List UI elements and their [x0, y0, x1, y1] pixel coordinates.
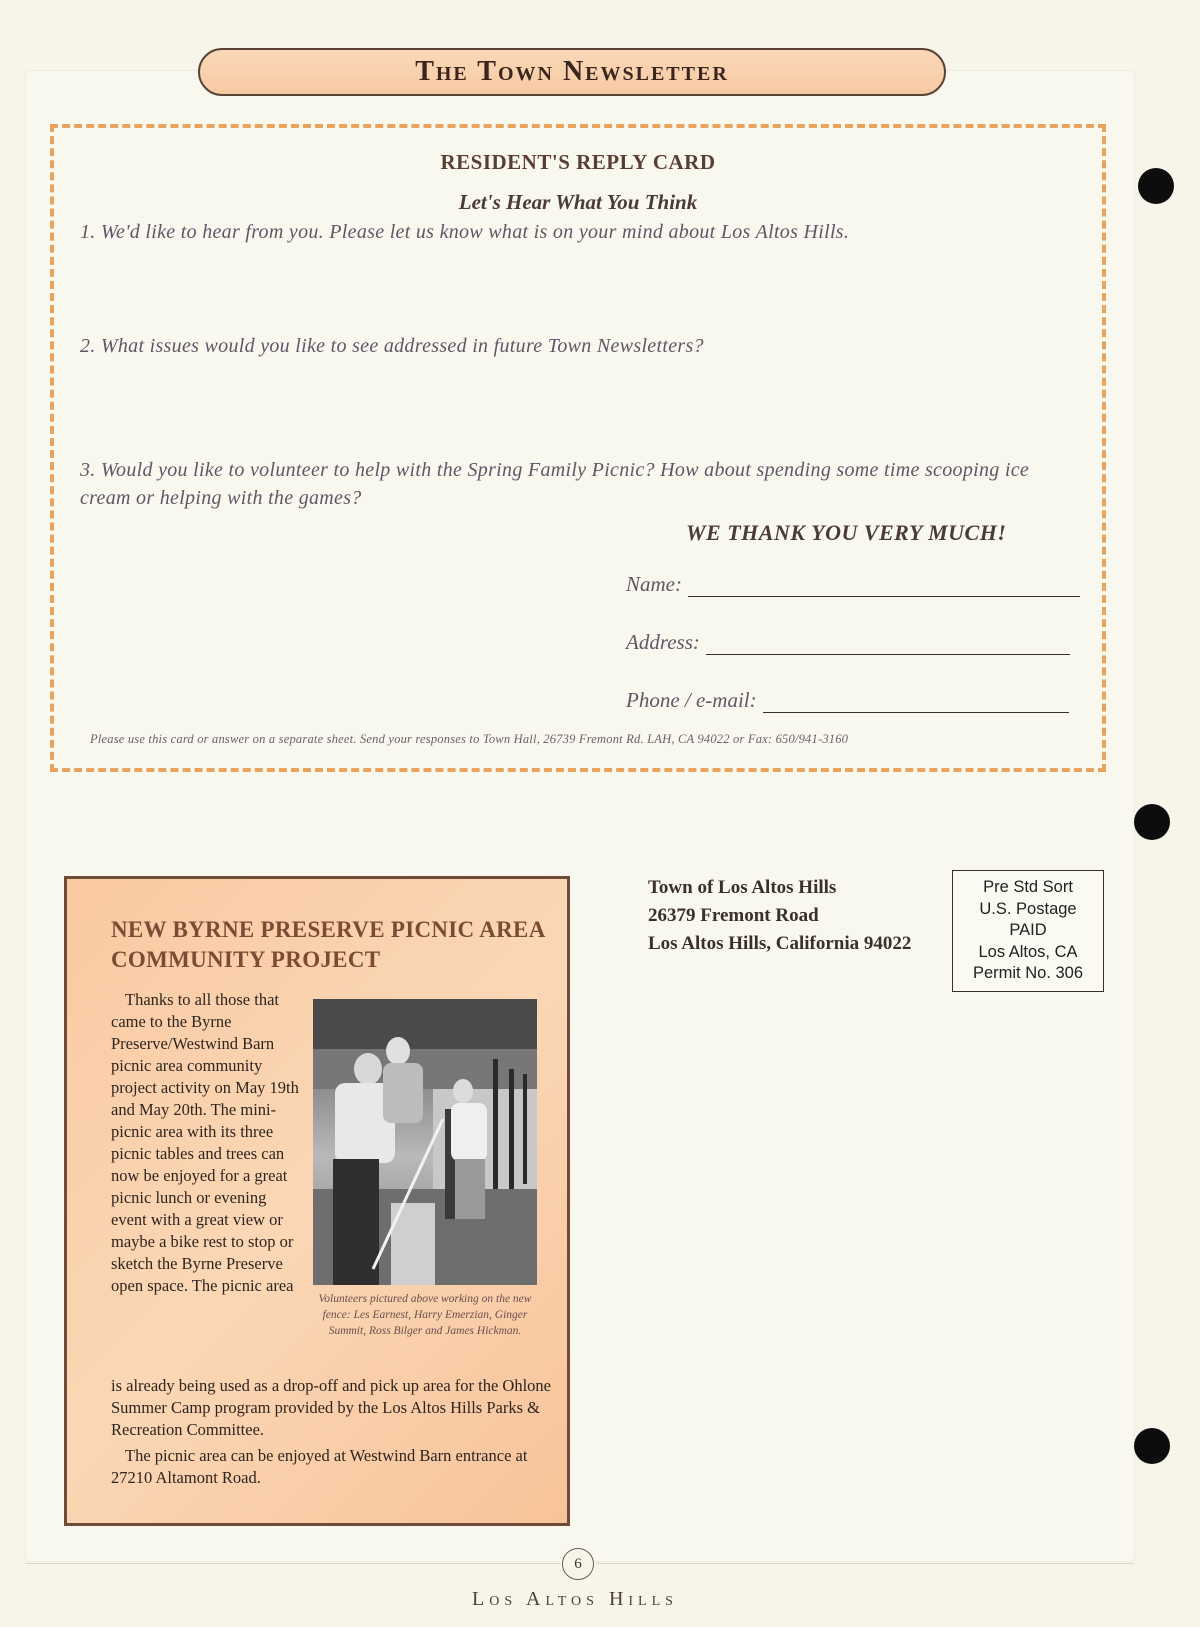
postage-line-4: Los Altos, CA — [978, 942, 1078, 961]
reply-card-subtitle: Let's Hear What You Think — [458, 190, 698, 214]
question-2: 2. What issues would you like to see addressed in future Town Newsletters? — [80, 335, 704, 357]
article-title: NEW BYRNE PRESERVE PICNIC AREA COMMUNITY PROJECT — [111, 917, 545, 972]
reply-card — [50, 124, 1106, 772]
phone-email-label: Phone / e-mail: — [626, 688, 757, 712]
postage-line-2: U.S. Postage — [979, 899, 1077, 918]
article-column-text: Thanks to all those that came to the Byrne Preserve/Westwind Barn picnic area community project activity on May 19th and May 20th. The mini-picnic area with its three picnic tables and trees can now be enjoyed for a great picnic lunch or evening event with a great view or maybe a bike rest to stop or sketch the Byrne Preserve open space. The picnic area — [111, 990, 299, 1295]
name-line[interactable] — [688, 576, 1080, 597]
thank-you-text: WE THANK YOU VERY MUCH! — [686, 520, 1007, 545]
return-address-line-1: Town of Los Altos Hills — [648, 877, 837, 898]
binder-hole-bottom — [1134, 1428, 1170, 1464]
name-label: Name: — [626, 572, 682, 596]
return-address-line-2: 26379 Fremont Road — [648, 905, 819, 926]
postage-line-3: PAID — [1009, 921, 1047, 939]
question-3: 3. Would you like to volunteer to help with the Spring Family Picnic? How about spending some time scooping ice cream or helping with the games? — [80, 459, 1030, 509]
question-1: 1. We'd like to hear from you. Please let us know what is on your mind about Los Altos Hills. — [80, 221, 850, 243]
address-line[interactable] — [706, 634, 1070, 655]
masthead-title: The Town Newsletter — [415, 56, 729, 87]
postage-line-1: Pre Std Sort — [983, 878, 1073, 896]
newsletter-masthead — [198, 48, 946, 96]
reply-card-title: RESIDENT'S REPLY CARD — [440, 150, 716, 174]
article-continued-text: is already being used as a drop-off and pick up area for the Ohlone Summer Camp program provided by the Los Altos Hills Parks & Recreation Committee. — [111, 1376, 551, 1439]
return-address-line-3: Los Altos Hills, California 94022 — [648, 933, 912, 954]
postage-indicia — [952, 870, 1104, 992]
footer-rule-right — [596, 1563, 1133, 1564]
address-label: Address: — [626, 630, 700, 654]
binder-hole-middle — [1134, 804, 1170, 840]
page-number: 6 — [562, 1548, 594, 1580]
picnic-article — [64, 876, 570, 1526]
reply-card-instructions: Please use this card or answer on a separate sheet. Send your responses to Town Hall, 26739 Fremont Rd. LAH, CA 94022 or Fax: 650/941-3160 — [90, 732, 849, 746]
binder-hole-top — [1138, 168, 1174, 204]
volunteers-photo — [313, 999, 537, 1285]
postage-line-5: Permit No. 306 — [972, 964, 1084, 982]
phone-email-field[interactable] — [626, 688, 1069, 713]
address-field[interactable] — [626, 630, 1070, 655]
phone-email-line[interactable] — [763, 692, 1069, 713]
footer-town-name: Los Altos Hills — [472, 1588, 678, 1610]
article-closing-text: The picnic area can be enjoyed at Westwind Barn entrance at 27210 Altamont Road. — [111, 1446, 528, 1487]
photo-caption: Volunteers pictured above working on the new fence: Les Earnest, Harry Emerzian, Ginger Summit, Ross Bilger and James Hickman. — [318, 1293, 532, 1337]
name-field[interactable] — [626, 572, 1080, 597]
return-address — [648, 874, 911, 958]
volunteers-photo-image — [313, 999, 537, 1285]
footer-rule-left — [25, 1563, 560, 1564]
